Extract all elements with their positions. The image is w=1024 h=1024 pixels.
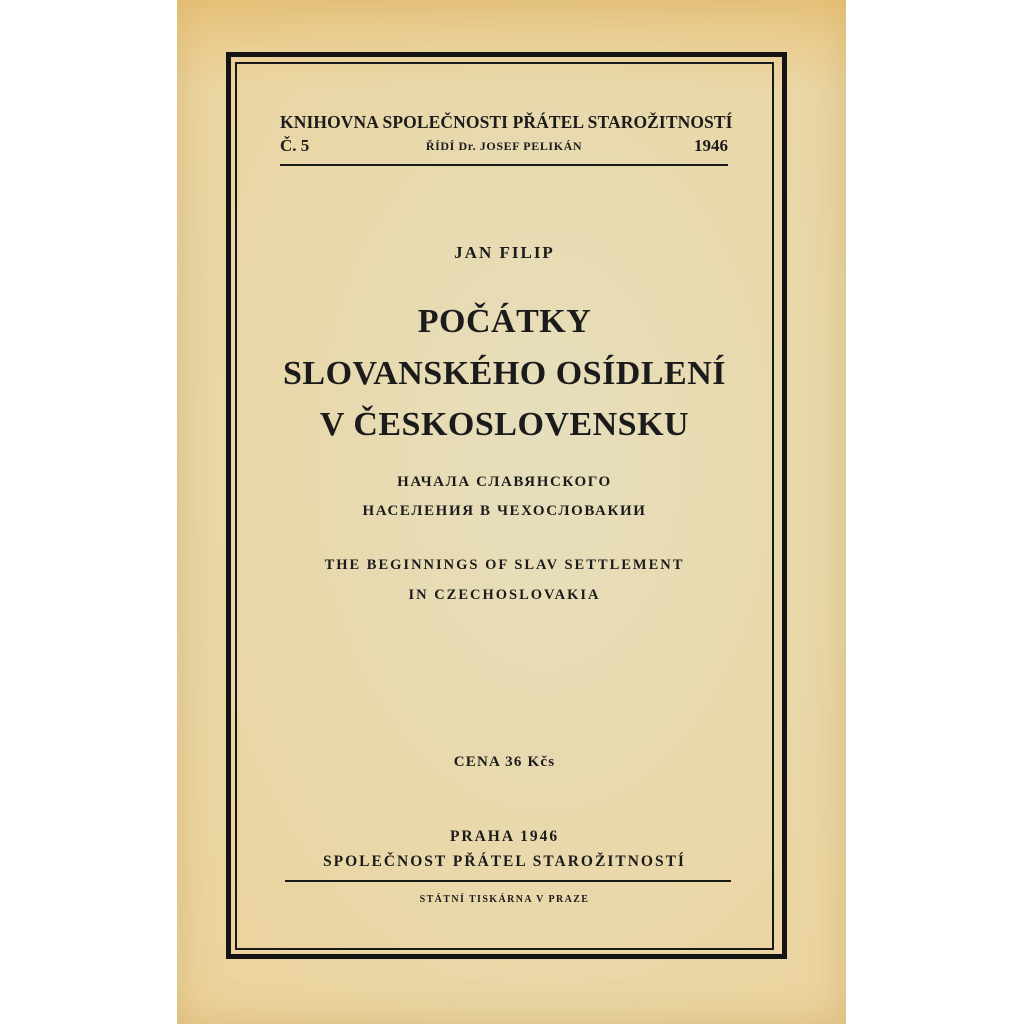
book-title-line-1: POČÁTKY (417, 303, 592, 340)
russian-title-line-1: НАЧАЛА СЛАВЯНСКОГО (397, 474, 612, 490)
price-label: CENA 36 Kčs (453, 754, 556, 770)
series-year: 1946 (694, 136, 728, 155)
imprint-divider (285, 880, 731, 882)
russian-title-line-2: НАСЕЛЕНИЯ В ЧЕХОСЛОВАКИИ (362, 503, 647, 519)
imprint-place-year: PRAHA 1946 (449, 828, 560, 845)
book-title-line-3: V ČESKOSLOVENSKU (319, 406, 690, 443)
header-divider (280, 164, 728, 166)
english-title-line-1: THE BEGINNINGS OF SLAV SETTLEMENT (324, 557, 685, 573)
english-title-line-2: IN CZECHOSLOVAKIA (408, 587, 601, 603)
imprint-publisher: SPOLEČNOST PŘÁTEL STAROŽITNOSTÍ (323, 853, 686, 870)
series-editor: ŘÍDÍ Dr. JOSEF PELIKÁN (425, 139, 583, 153)
series-number: Č. 5 (280, 136, 310, 155)
series-info-row (280, 136, 728, 158)
printer-credit: STÁTNÍ TISKÁRNA V PRAZE (419, 894, 590, 905)
book-title-line-2: SLOVANSKÉHO OSÍDLENÍ (282, 355, 727, 392)
series-title: KNIHOVNA SPOLEČNOSTI PŘÁTEL STAROŽITNOSTÍ (280, 112, 733, 132)
author-name: JAN FILIP (454, 243, 555, 262)
